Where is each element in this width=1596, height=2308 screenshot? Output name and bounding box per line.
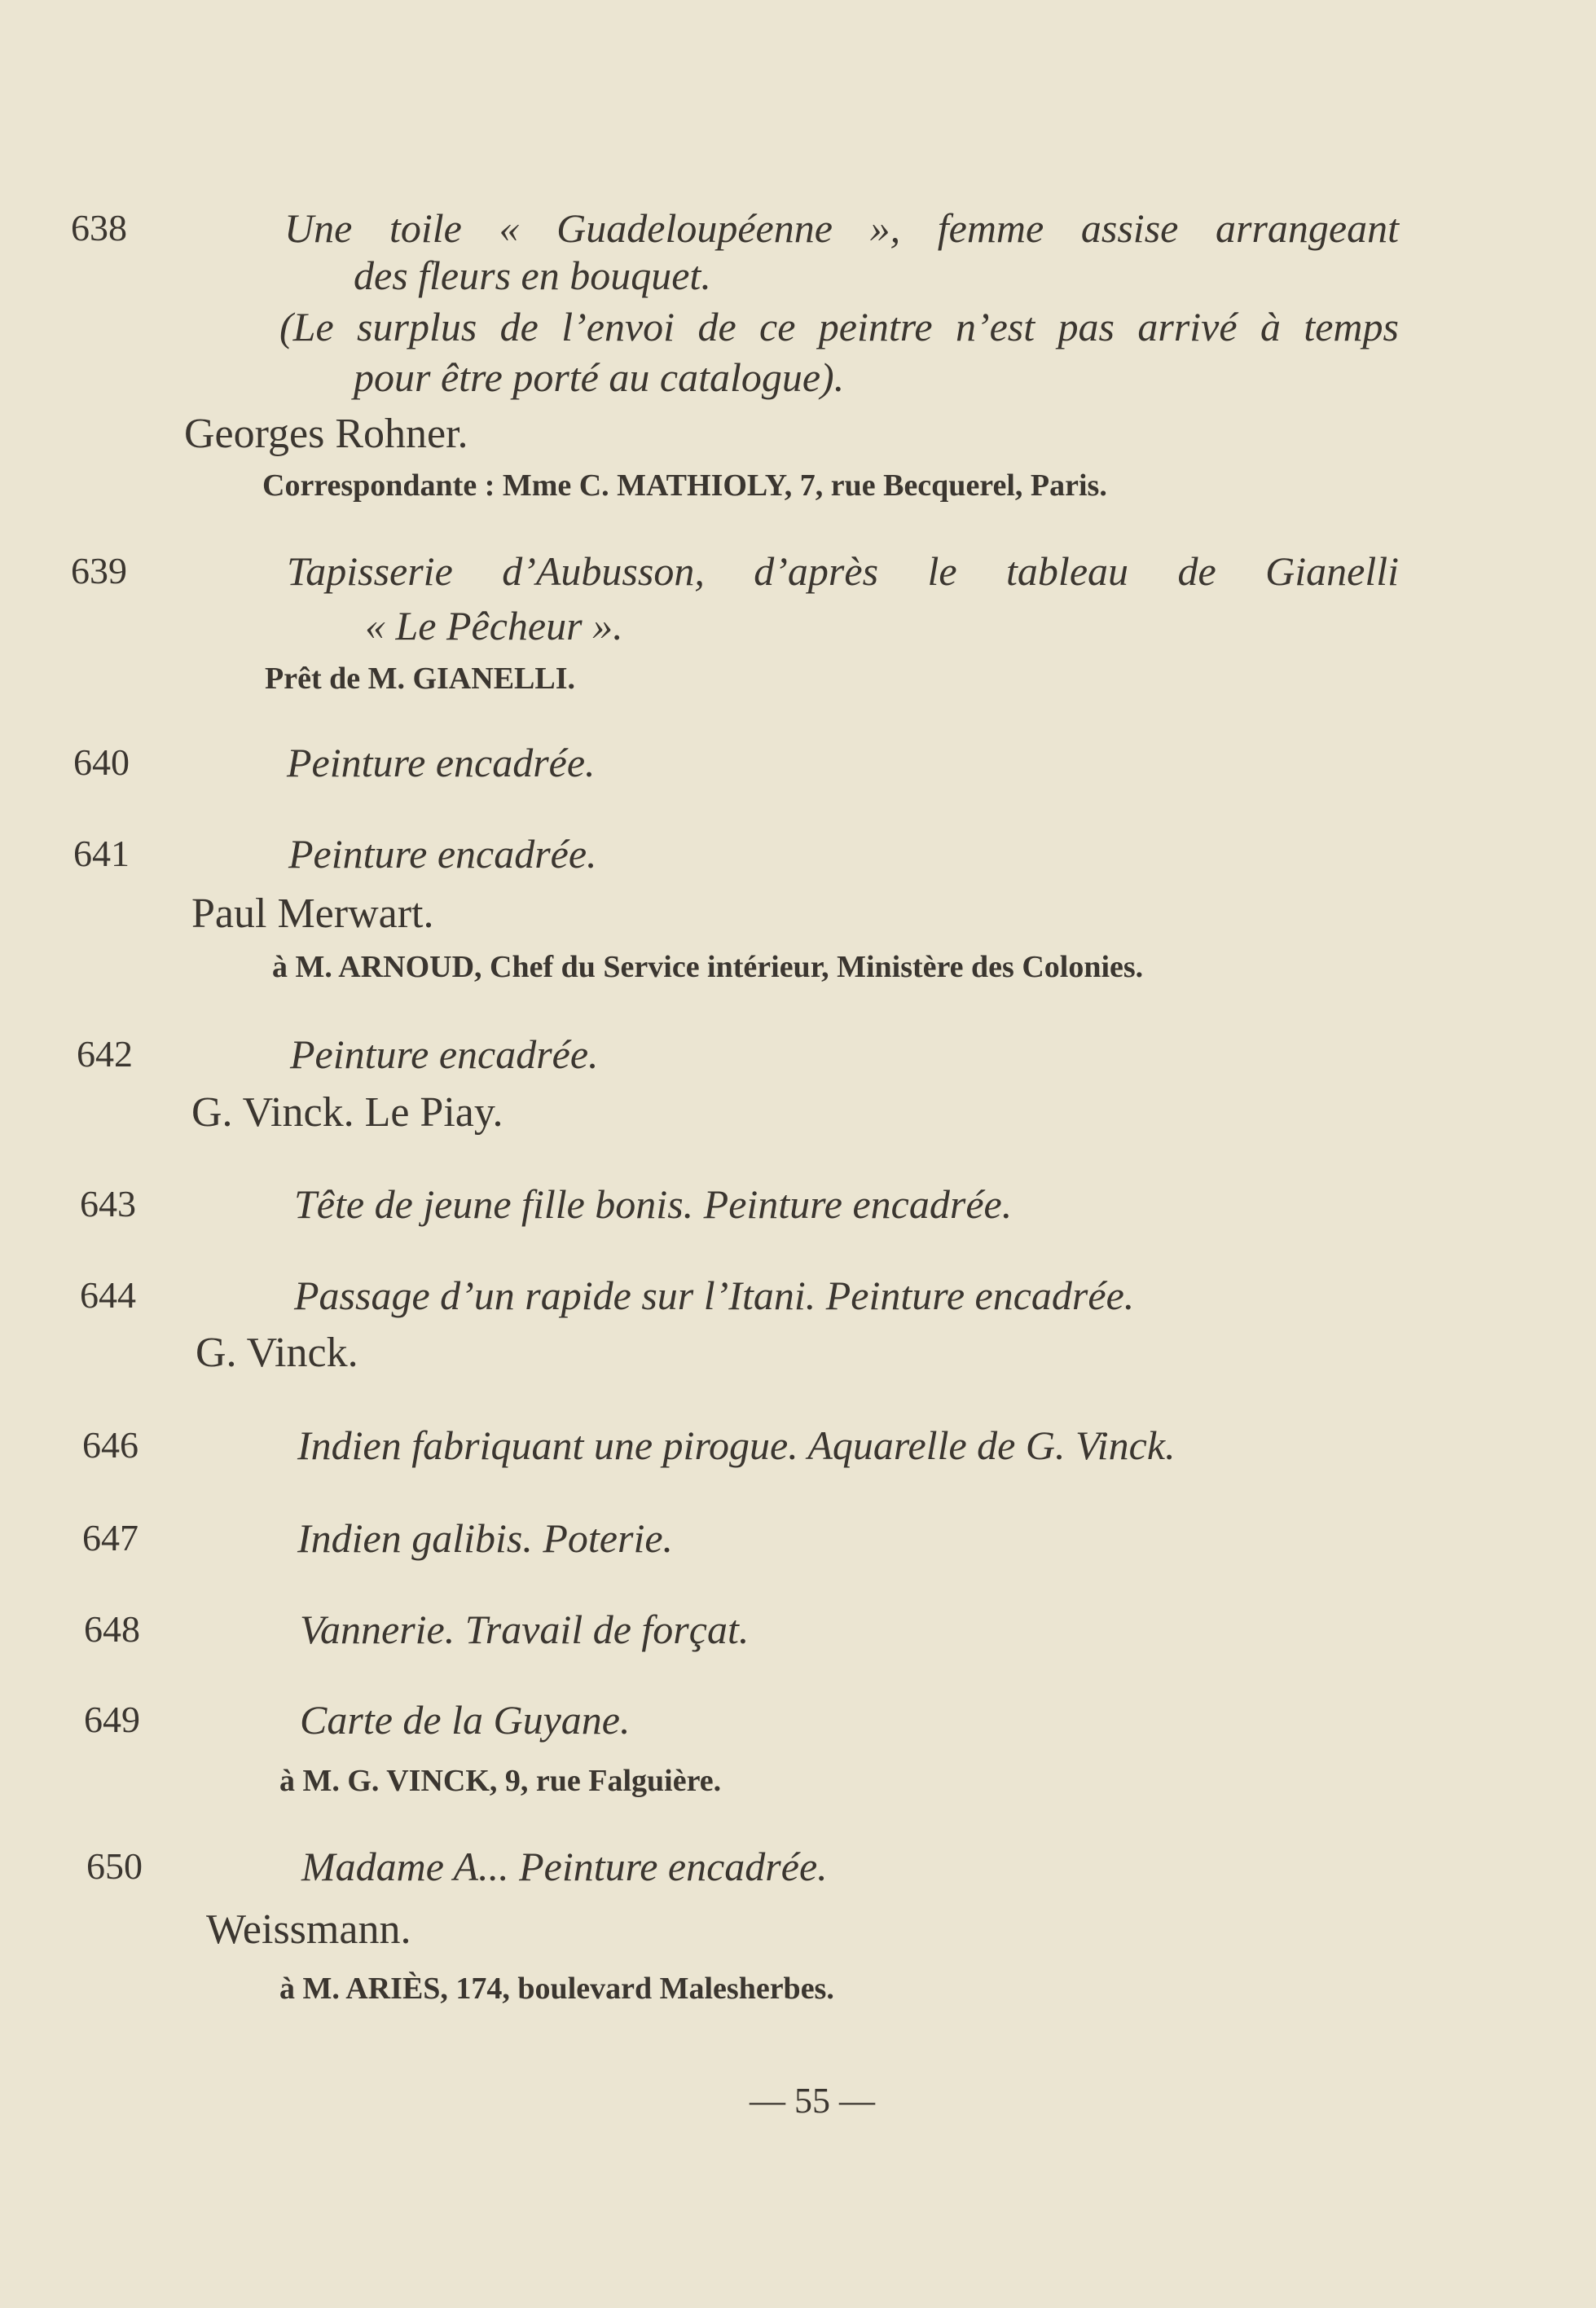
artist-name: Paul Merwart. xyxy=(191,890,434,937)
owner-line: Prêt de M. GIANELLI. xyxy=(265,662,576,696)
owner-line: à M. G. VINCK, 9, rue Falguière. xyxy=(279,1764,722,1798)
entry-number: 644 xyxy=(80,1274,136,1316)
entry-description: Madame A... Peinture encadrée. xyxy=(301,1844,828,1889)
entry-description: Peinture encadrée. xyxy=(288,831,597,877)
artist-name: G. Vinck. Le Piay. xyxy=(191,1089,503,1136)
entry-number: 648 xyxy=(84,1608,140,1650)
artist-name: Georges Rohner. xyxy=(184,411,468,457)
entry-description: Indien fabriquant une pirogue. Aquarelle de G. Vinck. xyxy=(297,1422,1176,1468)
entry-description: « Le Pêcheur ». xyxy=(365,603,623,648)
entry-number: 640 xyxy=(73,741,130,783)
entry-number: 647 xyxy=(82,1517,138,1558)
entry-number: 641 xyxy=(73,833,130,874)
owner-line: à M. ARNOUD, Chef du Service intérieur, Ministère des Colonies. xyxy=(272,950,1144,984)
entry-number: 649 xyxy=(84,1699,140,1740)
page-number: — 55 — xyxy=(750,2081,875,2121)
entry-description: des fleurs en bouquet. xyxy=(354,253,711,298)
entry-number: 638 xyxy=(71,207,127,248)
entry-description: Carte de la Guyane. xyxy=(300,1697,631,1743)
entry-number: 646 xyxy=(82,1424,138,1466)
entry-description: Peinture encadrée. xyxy=(287,740,596,785)
entry-description: Vannerie. Travail de forçat. xyxy=(300,1607,750,1652)
entry-description: Tapisserie d’Aubusson, d’après le tableau de Gianelli xyxy=(287,548,1399,594)
entry-note: (Le surplus de l’envoi de ce peintre n’est pas arrivé à temps xyxy=(279,304,1399,349)
artist-name: Weissmann. xyxy=(206,1906,411,1953)
entry-note: pour être porté au catalogue). xyxy=(354,354,845,400)
artist-name: G. Vinck. xyxy=(196,1330,358,1376)
entry-description: Une toile « Guadeloupéenne », femme assise arrangeant xyxy=(284,205,1399,251)
owner-line: Correspondante : Mme C. MATHIOLY, 7, rue Becquerel, Paris. xyxy=(262,468,1107,503)
entry-description: Peinture encadrée. xyxy=(290,1031,599,1077)
entry-number: 650 xyxy=(86,1845,143,1887)
entry-number: 643 xyxy=(80,1183,136,1224)
entry-description: Indien galibis. Poterie. xyxy=(297,1515,674,1561)
entry-number: 639 xyxy=(71,550,127,591)
entry-description: Tête de jeune fille bonis. Peinture encadrée. xyxy=(294,1181,1013,1227)
owner-line: à M. ARIÈS, 174, boulevard Malesherbes. xyxy=(279,1972,834,2006)
entry-number: 642 xyxy=(77,1033,133,1075)
entry-description: Passage d’un rapide sur l’Itani. Peinture encadrée. xyxy=(294,1273,1135,1318)
